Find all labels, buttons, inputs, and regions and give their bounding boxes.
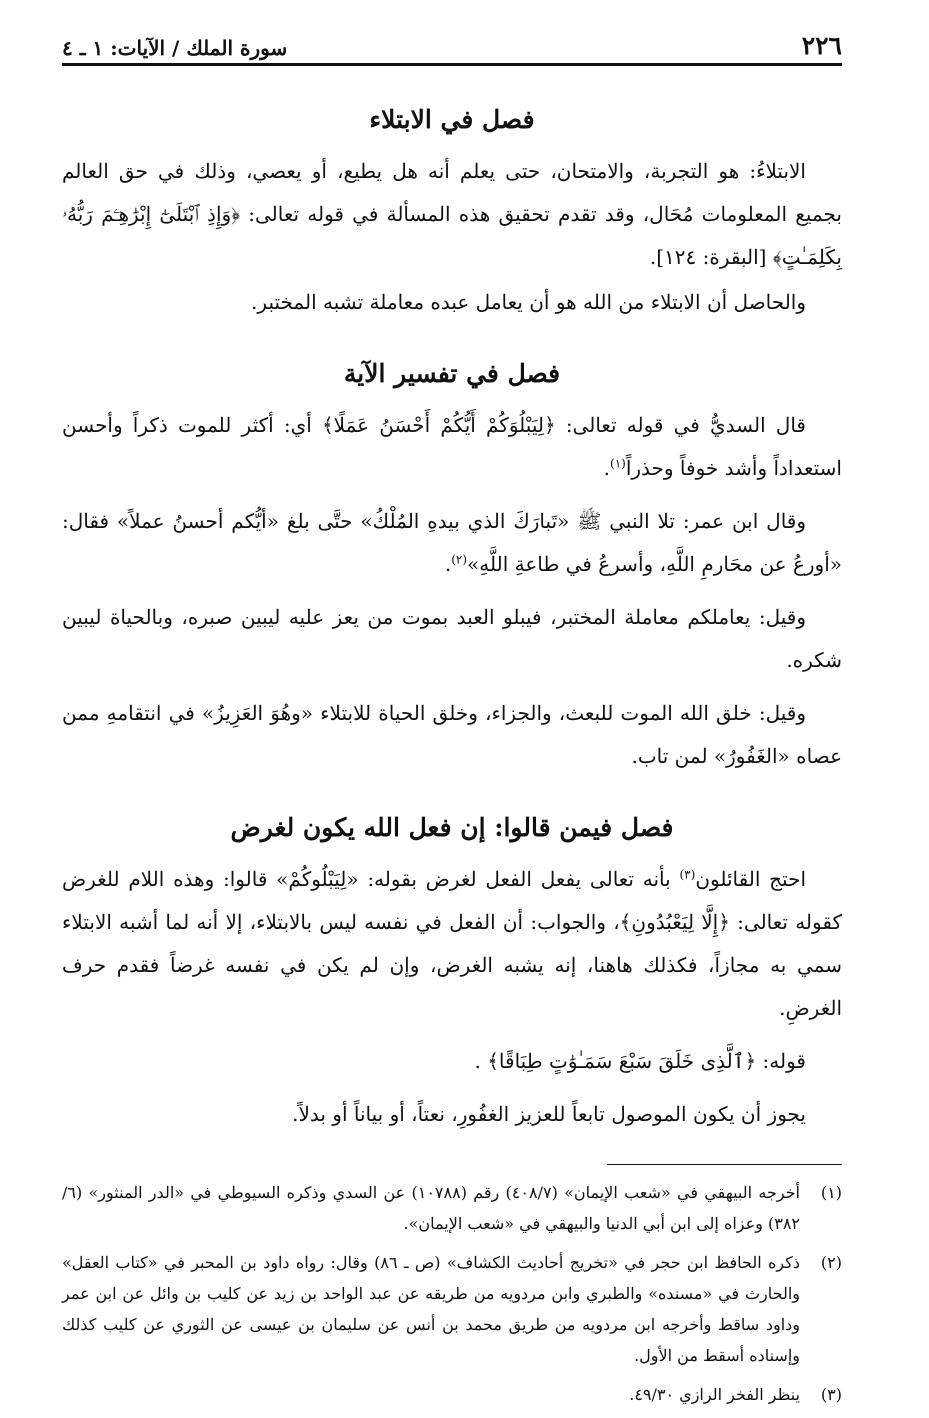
footnote-text: ذكره الحافظ ابن حجر في «تخريج أحاديث الكشاف» (ص ـ ٨٦) وقال: رواه داود بن المحبر في «كتاب العقل» والحارث في «مسنده» والطبري وابن مردويه من طريقه عن عبد الواحد بن زيد عن كليب بن وائل عن ابن عمر وداود ساقط وأخرجه ابن مردويه من طريق محمد بن أنس عن سليمان بن عيسى عن الثوري عن كليب كذلك وإسناده أسقط من الأول. (62, 1253, 801, 1365)
footnote-marker: (٢) (451, 552, 468, 567)
paragraph (62, 858, 842, 1030)
paragraph-text: قال السديُّ في قوله تعالى: ﴿لِيَبْلُوَكُمْ أَيُّكُمْ أَحْسَنُ عَمَلًا﴾ أي: أكثر للموت ذكراً وأحسن استعداداً وأشد خوفاً وحذراً (62, 413, 842, 480)
paragraph: والحاصل أن الابتلاء من الله هو أن يعامل عبده معاملة تشبه المختبر. (251, 290, 806, 314)
footnote (62, 1379, 842, 1410)
page-number: ٢٢٦ (801, 31, 842, 60)
paragraph: يجوز أن يكون الموصول تابعاً للعزيز الغفُورِ، نعتاً، أو بياناً أو بدلاً. (292, 1102, 806, 1126)
paragraph: الابتلاءُ: هو التجربة، والامتحان، حتى يعلم أنه هل يطيع، أو يعصي، وذلك في حق العالم بجميع المعلومات مُحَال، وقد تقدم تحقيق هذه المسألة في قوله تعالى: ﴿وَإِذِ ٱبْتَلَىٰٓ إِبْرَٰهِـۧمَ رَبُّهُۥ بِكَلِمَـٰتٍ﴾ [البقرة: ١٢٤]. (62, 159, 842, 269)
page-header (62, 24, 842, 60)
footnote-number: (٣) (820, 1385, 842, 1404)
lead-word: احتج القائلون (695, 867, 807, 891)
paragraph: قال السديُّ في قوله تعالى: ﴿لِيَبْلُوَكُمْ أَيُّكُمْ أَحْسَنُ عَمَلًا﴾ أي: أكثر للموت ذكراً وأحسن استعداداً وأشد خوفاً وحذراً$^{(١)}$. (62, 413, 842, 480)
paragraph: وقيل: يعاملكم معاملة المختبر، فيبلو العبد بموت من يعز عليه ليبين صبره، وبالحياة ليبين شكره. (62, 605, 842, 672)
paragraph: وقال ابن عمر: تلا النبي ﷺ «تَبارَكَ الذي بيدهِ المُلْكُ» حتَّى بلغ «أيُّكم أحسنُ عملاً» فقال: «أورعُ عن محَارمِ اللَّهِ، وأسرعُ في طاعةِ اللَّهِ»$^{(٢)}$. (62, 509, 842, 576)
section-title: فصل في تفسير الآية (343, 359, 561, 388)
footnote-text: ينظر الفخر الرازي ٤٩/٣٠. (629, 1385, 800, 1404)
footnote-number: (١) (820, 1183, 842, 1202)
paragraph: قوله: ﴿ٱلَّذِى خَلَقَ سَبْعَ سَمَـٰوَٰتٍ طِبَاقًا﴾ . (474, 1049, 806, 1073)
footnote-marker: (١) (610, 456, 626, 471)
paragraph: وقيل: خلق الله الموت للبعث، والجزاء، وخلق الحياة للابتلاء «وهُوَ العَزِيزُ» في انتقامهِ ممن عصاه «الغَفُورُ» لمن تاب. (62, 701, 842, 768)
header-rule (62, 63, 842, 66)
paragraph-text: وقال ابن عمر: تلا النبي ﷺ «تَبارَكَ الذي بيدهِ المُلْكُ» حتَّى بلغ «أيُّكم أحسنُ عملاً» فقال: «أورعُ عن محَارمِ اللَّهِ، وأسرعُ في طاعةِ اللَّهِ» (62, 509, 842, 576)
running-title: سورة الملك / الآيات: ١ ـ ٤ (62, 36, 288, 60)
footnote-number: (٢) (820, 1253, 842, 1272)
footnote-text: أخرجه البيهقي في «شعب الإيمان» (٤٠٨/٧) رقم (١٠٧٨٨) عن السدي وذكره السيوطي في «الدر المنثور» (٦/ ٣٨٢) وعزاه إلى ابن أبي الدنيا والبيهقي في «شعب الإيمان». (62, 1183, 801, 1233)
document-page (62, 24, 842, 1418)
section-title: فصل في الابتلاء (369, 105, 535, 134)
footnote (62, 1247, 842, 1371)
footnote (62, 1177, 842, 1239)
section-title: فصل فيمن قالوا: إن فعل الله يكون لغرض (230, 813, 674, 842)
footnote-rule (607, 1164, 842, 1165)
paragraph-text: بأنه تعالى يفعل الفعل لغرض بقوله: «لِيَبْلُوكُمْ» قالوا: وهذه اللام للغرض كقوله تعالى: ﴿إِلَّا لِيَعْبُدُونِ﴾، والجواب: أن الفعل في نفسه ليس بالابتلاء، إلا أنه لما أشبه الابتلاء سمي به مجازاً، فكذلك هاهنا، إنه يشبه الغرض، وإن لم يكن في نفسه غرضاً فقدم حرف الغرضِ. (62, 867, 842, 1020)
footnote-marker: (٣) (679, 867, 696, 882)
